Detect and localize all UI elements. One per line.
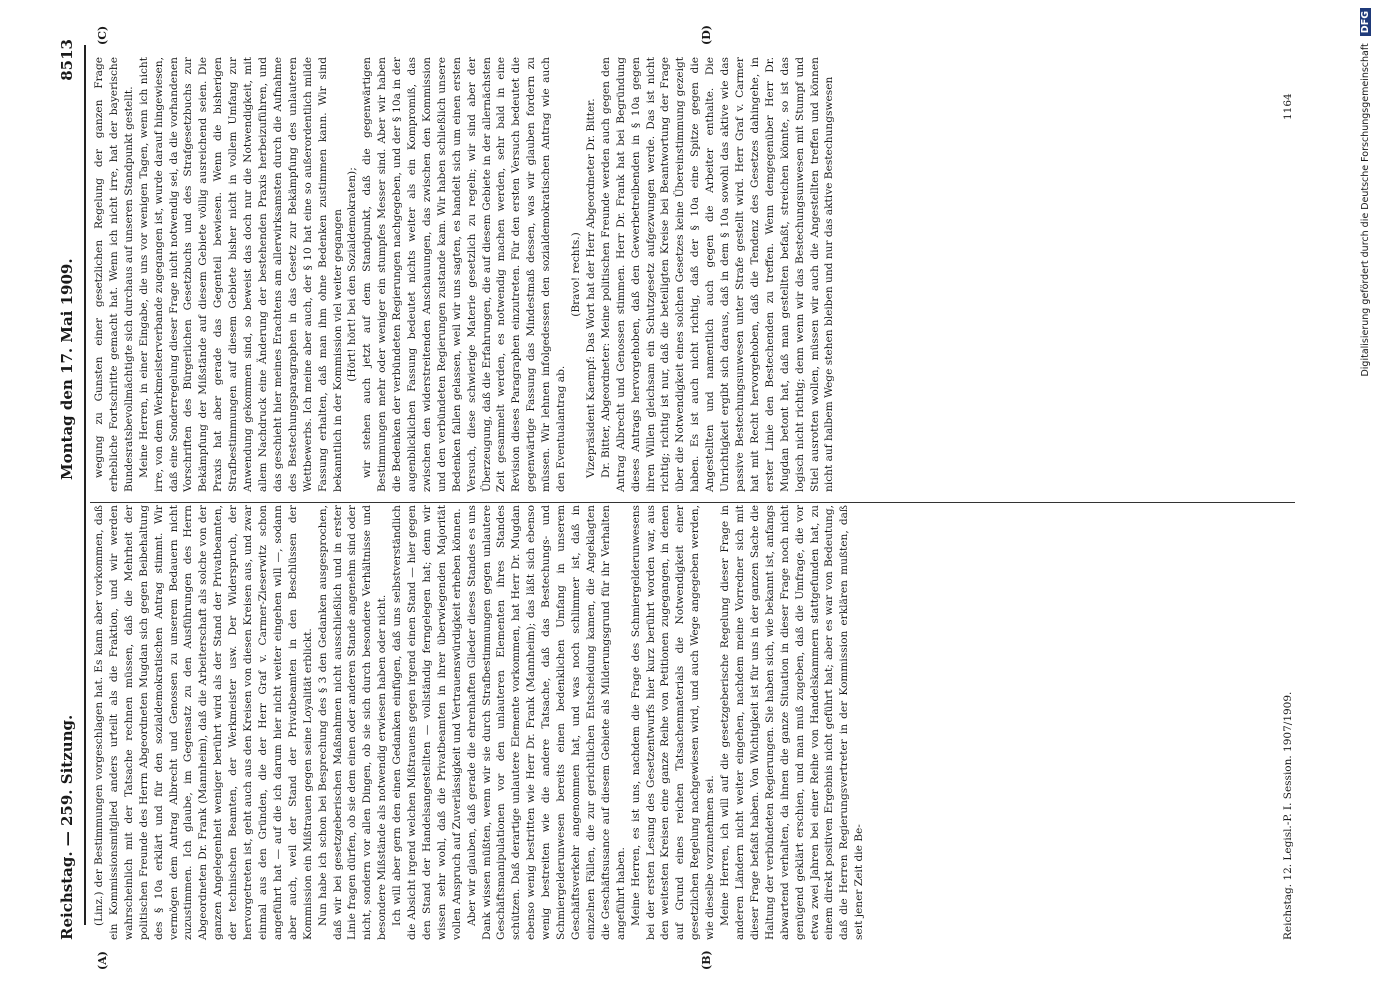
footer-left: Reichstag. 12. Legisl.-P. I. Session. 1907/1909. (1282, 691, 1294, 940)
dfg-logo: DFG (1360, 8, 1371, 36)
interjection: (Bravo! rechts.) (570, 232, 582, 317)
header-rule (84, 45, 86, 925)
speaker-paragraph: Vizepräsident Kaempf: Das Wort hat der Herr Abgeordneter Dr. Bitter. (584, 98, 597, 478)
paragraph: Meine Herren, ich will auf die gesetzgeberische Regelung dieser Frage in anderen Ländern nicht weiter eingehen, nachdem meine Vorredner sich mit dieser Frage befaßt haben. Von Wichtigkeit ist für uns in der ganzen Sache die Haltung der verbündeten Regierungen. Sie haben sich, wie bekannt ist, anfangs abwartend verhalten, da ihnen die ganze Situation in dieser Frage noch nicht genügend geklärt erschien, und man muß zugeben, daß die Umfrage, die vor etwa zwei Jahren bei einer Reihe von Handelskammern stattgefunden hat, zu einem direkt positiven Ergebnis nicht geführt hat; aber es war von Bedeutung, daß die Herren Regierungsvertreter in der Kommission erklären mußten, daß seit jener Zeit die Be- (719, 505, 866, 940)
digitization-credit (1360, 8, 1376, 993)
paragraph: Ich will aber gern den einen Gedanken einfügen, daß uns selbstverständlich die Absicht irgend welchen Mißtrauens gegen irgend einen Stand — hier gegen den Stand der Handelsangestellten — vollständig ferngelegen hat; denn wir wissen sehr wohl, daß die Privatbeamten in ihrer überwiegenden Majorität vollen Anspruch auf Zuverlässigkeit und Vertrauenswürdigkeit erheben können. (391, 505, 463, 940)
paragraph: wegung zu Gunsten einer gesetzlichen Regelung der ganzen Frage erhebliche Fortschritte gemacht hat. Wenn ich nicht irre, hat der bayerische Bundesratsbevollmächtigte sich durchaus auf unseren Standpunkt gestellt. (93, 57, 135, 492)
speaker-paragraph: Dr. Bitter, Abgeordneter: Meine politischen Freunde werden auch gegen den Antrag Albrecht und Genossen stimmen. Herr Dr. Frank hat bei Begründung dieses Antrags hervorgehoben, daß den Gewerbetreibenden in § 10a gegen ihren Willen gleichsam ein Schutzgesetz aufgezwungen werde. Das ist nicht richtig; richtig ist nur, daß die beteiligten Kreise bei Beantwortung der Frage über die Notwendigkeit eines solchen Gesetzes keine Übereinstimmung gezeigt haben. Es ist auch nicht richtig, daß der § 10a eine Spitze gegen die Angestellten und namentlich auch gegen die Arbeiter enthalte. Die Unrichtigkeit ergibt sich daraus, daß in dem § 10a sowohl das aktive wie das passive Bestechungsunwesen unter Strafe gestellt wird. Herr Graf v. Carmer hat mit Recht hervorgehoben, daß die Tendenz des Gesetzes dahingehe, in erster Linie den Bestechenden zu treffen. Wenn demgegenüber Herr Dr. Mugdan betont hat, daß man gestellten befaßt, streichen könnte, so ist das logisch nicht richtig; denn wenn wir das Bestechungsunwesen mit Stumpf und Stiel ausrotten wollen, müssen wir auch die Angestellten treffen und können nicht auf halbem Wege stehen bleiben und nur das aktive Bestechungswesen (599, 57, 836, 492)
paragraph: Meine Herren, es ist uns, nachdem die Frage des Schmiergelderunwesens bei der ersten Lesung des Gesetzentwurfs hier kurz berührt worden war, aus den weitesten Kreisen eine ganze Reihe von Petitionen zugegangen, in denen auf Grund eines reichen Tatsachenmaterials die Notwendigkeit einer gesetzlichen Regelung nachgewiesen wird, und auch Wege angegeben werden, wie dieselbe vorzunehmen sei. (629, 505, 717, 940)
margin-mark-c: (C) (96, 25, 109, 45)
right-column (92, 57, 837, 492)
interjection: (Hört! hört! bei den Sozialdemokraten); (346, 167, 359, 382)
paragraph: (Linz.) der Bestimmungen vorgeschlagen hat. Es kann aber vorkommen, daß ein Kommissionsmitglied anders urteilt als die Fraktion, und wir werden wahrscheinlich mit der Tatsache rechnen müssen, daß die Mehrheit der politischen Freunde des Herrn Abgeordneten Mugdan sich gegen Beibehaltung des § 10a erklärt und für den sozialdemokratischen Antrag stimmt. Wir vermögen dem Antrag Albrecht und Genossen zu unserem Bedauern nicht zuzustimmen. Ich glaube, im Gegensatz zu den Ausführungen des Herrn Abgeordneten Dr. Frank (Mannheim), daß die Arbeiterschaft als solche von der ganzen Angelegenheit weniger berührt wird als der Stand der Privatbeamten, der technischen Beamten, der Werkmeister usw. Der Widerspruch, der hervorgetreten ist, geht auch aus den Kreisen von diesen Kreisen aus, und zwar einmal aus den Gründen, die der Herr Graf v. Carmer-Zieserwitz schon angeführt hat — auf die ich darum hier nicht weiter eingehen will —, sodann aber auch, weil der Stand der Privatbeamten in den Beschlüssen der Kommission ein Mißtrauen gegen seine Loyalität erblickt. (93, 505, 314, 940)
paragraph: wir stehen auch jetzt auf dem Standpunkt, daß die gegenwärtigen Bestimmungen mehr oder weniger ein stumpfes Messer sind. Aber wir haben die Bedenken der verbündeten Regierungen nachgegeben, und der § 10a in der augenblicklichen Fassung bedeutet nichts weiter als ein Kompromiß, das zwischen den widerstreitenden Anschauungen, das zwischen den Kommission und den verbündeten Regierungen zustande kam. Wir haben schließlich unsere Bedenken fallen gelassen, weil wir uns sagten, es handelt sich um einen ersten Versuch, diese schwierige Materie gesetzlich zu regeln; wir sind aber der Überzeugung, daß die Erfahrungen, die auf diesem Gebiete in der allernächsten Zeit gesammelt werden, es notwendig machen werden, sehr bald in eine Revision dieses Paragraphen einzutreten. Für den ersten Versuch bedeutet die gegenwärtige Fassung das Mindestmaß dessen, was wir glauben fordern zu müssen. Wir lehnen infolgedessen den sozialdemokratischen Antrag wie auch den Eventualantrag ab. (361, 57, 568, 492)
margin-mark-d: (D) (700, 25, 713, 45)
left-column (92, 505, 867, 940)
paragraph: Nun habe ich schon bei Besprechung des § 3 den Gedanken ausgesprochen, daß wir bei gesetzgeberischen Maßnahmen nicht ausschließlich und in erster Linie fragen dürfen, ob sie dem einen oder anderen Stande angenehm sind oder nicht, sondern vor allen Dingen, ob sie sich durch besondere Verhältnisse und besondere Mißstände als notwendig erwiesen haben oder nicht. (316, 505, 389, 940)
header-left: Reichstag. — 259. Sitzung. (58, 714, 76, 940)
paragraph: Meine Herren, in einer Eingabe, die uns vor wenigen Tagen, wenn ich nicht irre, von dem Werkmeisterverbande zugegangen ist, wurde darauf hingewiesen, daß eine Sonderregelung dieser Frage nicht notwendig sei, da die vorhandenen Vorschriften des Bürgerlichen Gesetzbuchs und des Strafgesetzbuchs zur Bekämpfung der Mißstände auf diesem Gebiete völlig ausreichend seien. Die Praxis hat aber gerade das Gegenteil bewiesen. Wenn die bisherigen Strafbestimmungen auf diesem Gebiete bisher nicht in vollem Umfang zur Anwendung gekommen sind, so beweist das doch nur die Notwendigkeit, mit allem Nachdruck eine Änderung der bestehenden Praxis herbeizuführen, und das geschieht hier meines Erachtens am allerwirksamsten durch die Aufnahme des Bestechungsparagraphen in das Gesetz zur Bekämpfung des unlauteren Wettbewerbs. Ich meine aber auch, der § 10 hat eine so außerordentlich milde Fassung erhalten, daß man ihm ohne Bedenken zustimmen kann. Wir sind bekanntlich in der Kommission viel weiter gegangen (137, 57, 344, 492)
credit-text: Digitalisierung gefördert durch die Deutsche Forschungsgemeinschaft (1360, 43, 1371, 377)
column-divider (90, 502, 1295, 503)
page-number: 8513 (58, 39, 76, 81)
paragraph: Aber wir glauben, daß gerade die ehrenhaften Glieder dieses Standes es uns Dank wissen müßten, wenn wir sie durch Strafbestimmungen gegen unlautere Geschäftsmanipulationen vor den unlauteren Elementen ihres Standes schützen. Daß derartige unlautere Elemente vorkommen, hat Herr Dr. Mugdan ebenso wenig bestritten wie Herr Dr. Frank (Mannheim); das läßt sich ebenso wenig bestreiten wie die andere Tatsache, daß das Bestechungs- und Schmiergelderunwesen bereits einen bedenklichen Umfang in unserem Geschäftsverkehr angenommen hat, und was noch schlimmer ist, daß in einzelnen Fällen, die zur gerichtlichen Entscheidung kamen, die Angeklagten die Geschäftsusance auf diesem Gebiete als Milderungsgrund für ihr Verhalten angeführt haben. (465, 505, 627, 940)
page-header (54, 35, 82, 960)
footer-right: 1164 (1282, 93, 1294, 120)
margin-mark-b: (B) (700, 950, 713, 970)
header-date: Montag den 17. Mai 1909. (58, 258, 76, 480)
margin-mark-a: (A) (96, 951, 109, 970)
